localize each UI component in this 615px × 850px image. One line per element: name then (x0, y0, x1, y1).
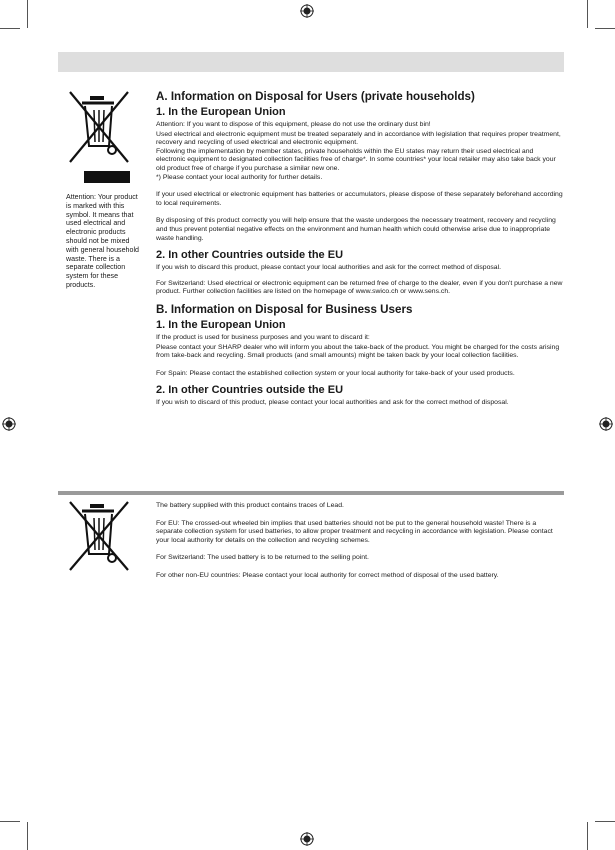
section-a-footnote: *) Please contact your local authority for further details. (156, 173, 323, 181)
section-a-other-heading: 2. In other Countries outside the EU (156, 249, 344, 262)
section-b-title: B. Information on Disposal for Business Users (156, 302, 413, 316)
section-a-other-p2: For Switzerland: Used electrical or electronic equipment can be returned free of charge to the dealer, even if you don't purchase a new product. Further collection facilities are listed on the homepage of www.swico.ch or www.sens.ch. (156, 279, 563, 296)
section-a-attention: Attention: If you want to dispose of this equipment, please do not use the ordinary dust bin! (156, 121, 431, 128)
battery-p1: The battery supplied with this product contains traces of Lead. (156, 502, 344, 509)
battery-p4: For other non-EU countries: Please contact your local authority for correct method of disposal of the used battery. (156, 571, 499, 579)
section-a-p2: Following the implementation by member states, private households within the EU states may return their used electrical and electronic equipment to designated collection facilities free of charge*. In some countries* your local retailer may also take back your old product free of charge if you purchase a similar new one. (156, 147, 556, 172)
section-b-other-p1: If you wish to discard of this product, please contact your local authorities and ask for the correct method of disposal. (156, 399, 509, 407)
crop-mark (587, 0, 588, 28)
section-a-environment: By disposing of this product correctly you will help ensure that the waste undergoes the necessary treatment, recovery and recycling and thus prevent potential negative effects on the environment and human health which could otherwise arise due to inappropriate waste handling. (156, 217, 556, 242)
section-a-p1: Used electrical and electronic equipment must be treated separately and in accordance with legislation that requires proper treatment, recovery and recycling of used electrical and electronic equipment. (156, 130, 561, 147)
crop-mark (587, 822, 588, 850)
section-a-title: A. Information on Disposal for Users (private households) (156, 90, 475, 103)
separate-collection-bar (84, 171, 130, 183)
sidebar-note: Attention: Your product is marked with this symbol. It means that used electrical and electronic products should not be mixed with general household waste. There is a separate collection system for these products. (66, 193, 139, 289)
crop-mark (595, 821, 615, 822)
registration-mark-icon (300, 4, 314, 18)
section-a-other-p1: If you wish to discard this product, please contact your local authorities and ask for the correct method of disposal. (156, 264, 502, 272)
main-content (156, 90, 564, 408)
crossed-out-wheeled-bin-icon (66, 88, 132, 168)
crop-mark (0, 28, 20, 29)
registration-mark-icon (2, 417, 16, 431)
section-b-p3: For Spain: Please contact the established collection system or your local authority for take-back of your used products. (156, 369, 515, 377)
registration-mark-icon (599, 417, 613, 431)
header-bar (58, 52, 564, 72)
battery-section (156, 502, 564, 581)
section-a-batteries: If your used electrical or electronic equipment has batteries or accumulators, please dispose of these separately beforehand according to local requirements. (156, 191, 563, 207)
battery-p2: For EU: The crossed-out wheeled bin implies that used batteries should not be put to the general household waste! There is a separate collection system for used batteries, to allow proper treatment and recycling in accordance with legislation. Please contact your local authority for details on the collection and recycling schemes. (156, 519, 553, 544)
crop-mark (27, 822, 28, 850)
section-b-other-heading: 2. In other Countries outside the EU (156, 384, 344, 397)
crop-mark (27, 0, 28, 28)
crossed-out-wheeled-bin-icon (66, 500, 132, 572)
crop-mark (0, 821, 20, 822)
section-b-p1: If the product is used for business purposes and you want to discard it: (156, 333, 370, 341)
battery-p3: For Switzerland: The used battery is to be returned to the selling point. (156, 554, 369, 562)
section-divider (58, 491, 564, 495)
section-b-eu-heading: 1. In the European Union (156, 318, 286, 331)
section-b-p2: Please contact your SHARP dealer who will inform you about the take-back of the product. You might be charged for the costs arising from take-back and recycling. Small products (and small amounts) might be taken back by your local collection facilities. (156, 343, 560, 360)
registration-mark-icon (300, 832, 314, 846)
section-a-eu-heading: 1. In the European Union (156, 106, 286, 118)
crop-mark (595, 28, 615, 29)
